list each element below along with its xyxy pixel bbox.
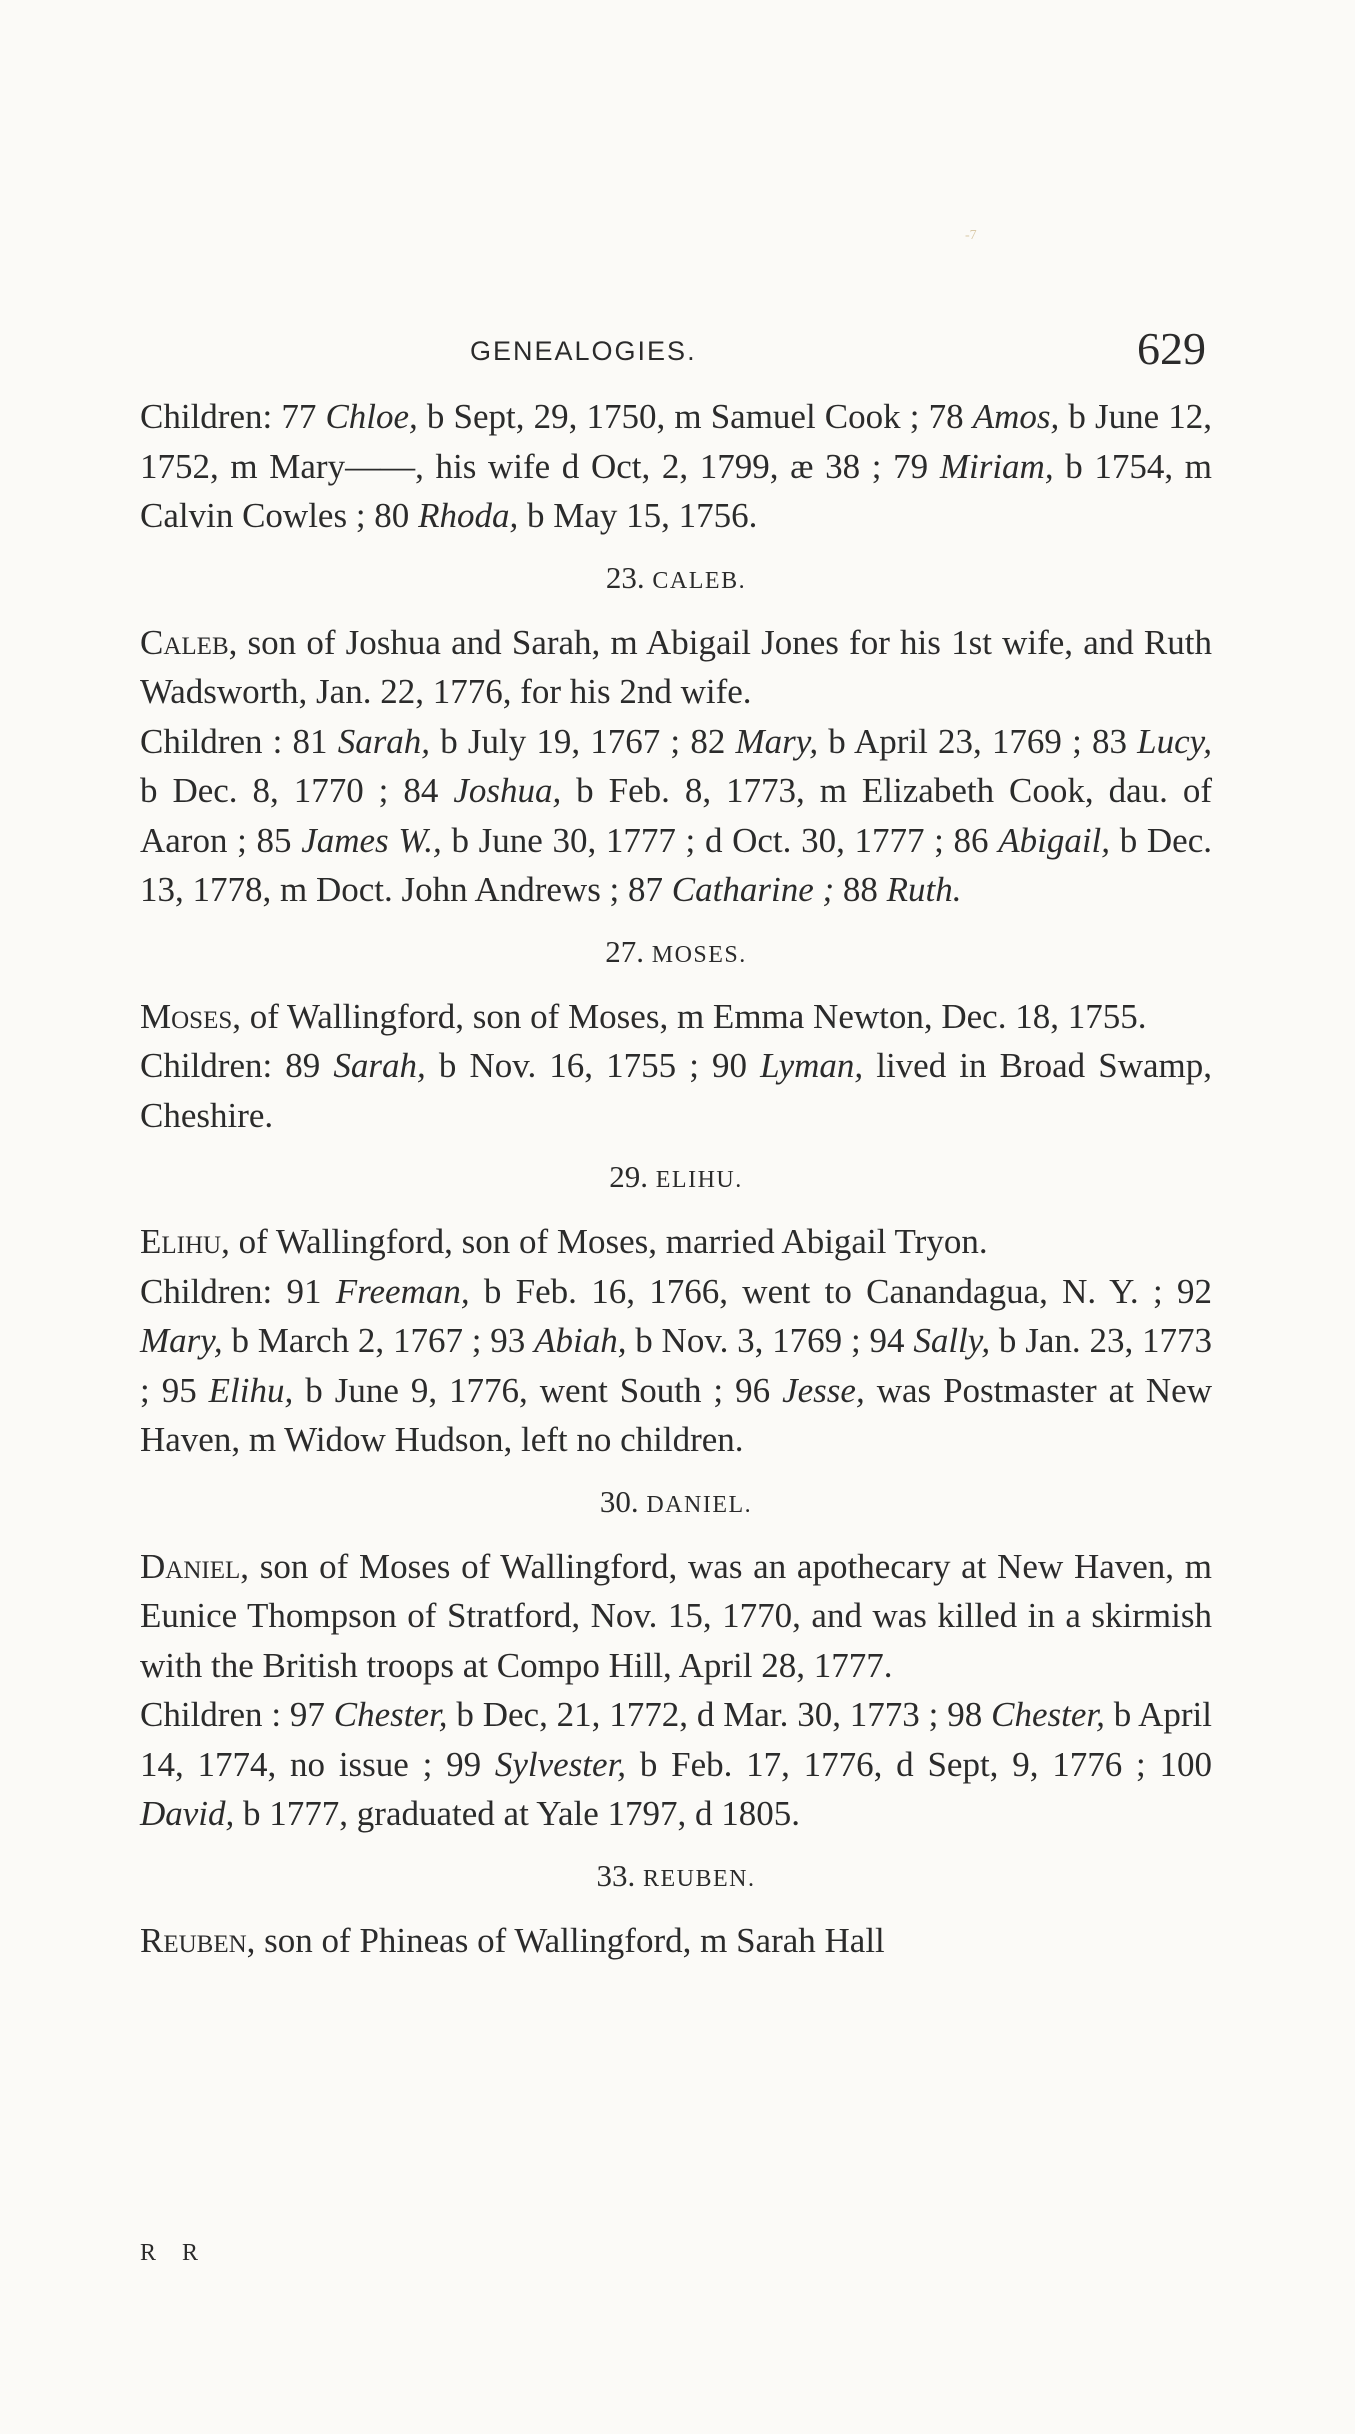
text-run: b 1754, m Calvin Cowles ; 80 [140, 446, 1212, 535]
text-run: b Feb. 16, 1766, went to Canandagua, N. Y. ; 92 [469, 1271, 1212, 1311]
text-run: b April 14, 1774, no issue ; 99 [140, 1695, 1212, 1784]
small-caps-name: Moses, [140, 996, 242, 1036]
italic-name: Sarah, [333, 1046, 426, 1085]
text-run: Children: 91 [140, 1271, 336, 1311]
italic-name: Miriam, [939, 446, 1054, 486]
italic-name: Ruth. [886, 870, 962, 909]
italic-name: Chester, [333, 1695, 448, 1734]
italic-name: James W., [301, 820, 442, 860]
paragraph [140, 1267, 1212, 1465]
italic-name: Joshua, [453, 771, 562, 810]
text-run: b Nov. 16, 1755 ; 90 [425, 1046, 761, 1085]
section-heading [140, 1160, 1212, 1197]
italic-name: Rhoda, [418, 496, 519, 535]
text-run: b 1777, graduated at Yale 1797, d 1805. [234, 1794, 801, 1833]
section-heading [140, 1485, 1212, 1522]
paragraph [140, 1690, 1212, 1839]
running-title: GENEALOGIES. [470, 336, 697, 366]
text-run: b Dec. 13, 1778, m Doct. John Andrews ; 87 [140, 820, 1212, 909]
italic-name: Mary, [735, 721, 819, 761]
text-run: b Nov. 3, 1769 ; 94 [626, 1321, 914, 1360]
italic-name: Mary, [140, 1321, 223, 1360]
text-run: b May 15, 1756. [518, 496, 758, 535]
italic-name: Lucy, [1137, 721, 1212, 761]
italic-name: Chloe, [325, 397, 418, 436]
paragraph [140, 392, 1212, 541]
text-run: b Sept, 29, 1750, m Samuel Cook ; 78 [417, 397, 973, 436]
paragraph [140, 1041, 1212, 1140]
small-caps-name: Caleb, [140, 622, 238, 662]
text-run: b Jan. 23, 1773 ; 95 [140, 1321, 1212, 1410]
body-text [140, 392, 1212, 1965]
section-number: 23. [605, 559, 653, 595]
text-run: Children: 89 [140, 1046, 334, 1085]
italic-name: Amos, [972, 397, 1060, 436]
text-run: was Postmaster at New Haven, m Widow Hudson, left no children. [140, 1370, 1212, 1459]
section-number: 30. [599, 1483, 647, 1519]
page-header [140, 322, 1212, 382]
section-heading [140, 561, 1212, 598]
italic-name: David, [140, 1794, 235, 1833]
italic-name: Sally, [913, 1321, 991, 1360]
section-number: 29. [609, 1159, 656, 1194]
text-run: b July 19, 1767 ; 82 [430, 721, 736, 761]
text-run: b June 9, 1776, went South ; 96 [293, 1370, 783, 1410]
italic-name: Sarah, [337, 721, 431, 761]
small-caps-name: Reuben, [140, 1920, 256, 1960]
section-heading [140, 935, 1212, 972]
text-run: of Wallingford, son of Moses, married Abigail Tryon. [229, 1222, 988, 1261]
italic-name: Sylvester, [494, 1744, 627, 1784]
section-name: MOSES. [651, 941, 747, 968]
text-run: b June 12, 1752, m Mary——, his wife d Oct, 2, 1799, æ 38 ; 79 [140, 397, 1213, 486]
section-name: CALEB. [652, 567, 747, 594]
text-run: lived in Broad Swamp, Cheshire. [140, 1046, 1212, 1135]
paragraph [140, 1916, 1212, 1966]
paragraph [140, 618, 1212, 717]
italic-name: Freeman, [335, 1271, 470, 1311]
section-name: DANIEL. [646, 1491, 753, 1518]
text-run: son of Joshua and Sarah, m Abigail Jones for his 1st wife, and Ruth Wadsworth, Jan. 22, 1776, for his 2nd wife. [140, 622, 1212, 711]
italic-name: Chester, [991, 1695, 1105, 1734]
italic-name: Abigail, [998, 820, 1111, 860]
italic-name: Abiah, [534, 1321, 627, 1360]
paragraph [140, 1217, 1212, 1267]
text-run: Children : 97 [140, 1695, 334, 1734]
section-heading [140, 1859, 1212, 1896]
small-caps-name: Daniel, [140, 1546, 250, 1586]
text-run: b March 2, 1767 ; 93 [222, 1321, 535, 1360]
text-run: Children: 77 [140, 397, 326, 436]
text-run: of Wallingford, son of Moses, m Emma Newton, Dec. 18, 1755. [241, 996, 1147, 1036]
text-run: b Dec. 8, 1770 ; 84 [140, 771, 454, 810]
italic-name: Elihu, [208, 1370, 294, 1410]
text-run: 88 [834, 870, 887, 909]
paragraph [140, 1542, 1212, 1691]
paragraph [140, 717, 1212, 915]
italic-name: Catharine ; [671, 870, 835, 909]
section-number: 33. [596, 1857, 643, 1893]
page-number: 629 [1137, 323, 1206, 374]
section-name: ELIHU. [655, 1167, 743, 1193]
text-run: b Dec, 21, 1772, d Mar. 30, 1773 ; 98 [447, 1695, 992, 1734]
corner-mark: -7 [965, 228, 977, 243]
small-caps-name: Elihu, [140, 1222, 230, 1261]
text-run: b June 30, 1777 ; d Oct. 30, 1777 ; 86 [441, 820, 999, 860]
text-run: b Feb. 17, 1776, d Sept, 9, 1776 ; 100 [626, 1744, 1212, 1784]
section-number: 27. [605, 933, 652, 969]
text-run: b Feb. 8, 1773, m Elizabeth Cook, dau. of Aaron ; 85 [140, 771, 1212, 860]
signature-mark: R R [140, 2240, 209, 2266]
italic-name: Jesse, [782, 1370, 865, 1410]
text-run: b April 23, 1769 ; 83 [818, 721, 1138, 761]
text-run: Children : 81 [140, 721, 338, 761]
text-run: son of Phineas of Wallingford, m Sarah Hall [255, 1920, 885, 1960]
text-run: son of Moses of Wallingford, was an apothecary at New Haven, m Eunice Thompson of Stratford, Nov. 15, 1770, and was killed in a skirmish with the British troops at Compo Hill, April 28, 1777. [140, 1546, 1212, 1685]
section-name: REUBEN. [643, 1865, 756, 1892]
paragraph [140, 992, 1212, 1042]
italic-name: Lyman, [760, 1046, 864, 1085]
